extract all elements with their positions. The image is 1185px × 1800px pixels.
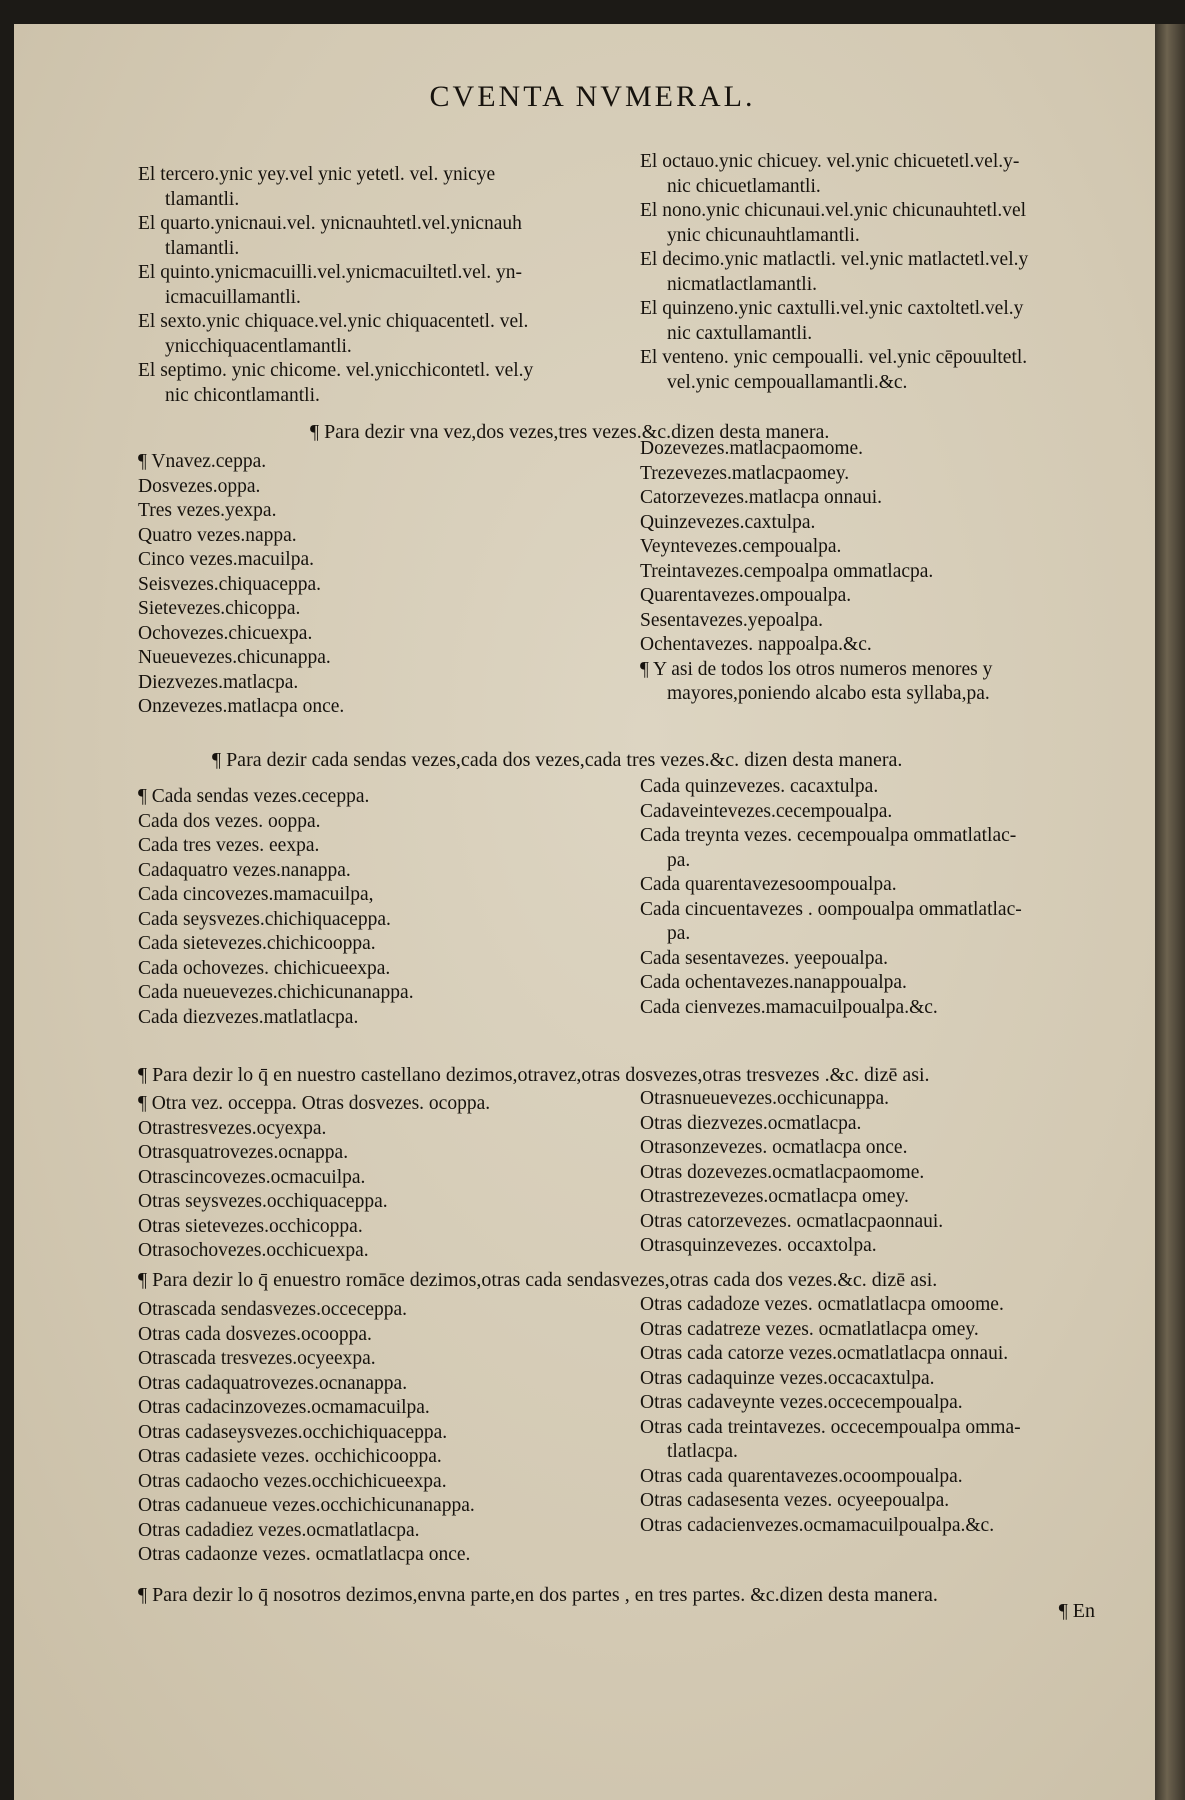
text-line: Cada tres vezes. eexpa. bbox=[138, 835, 320, 856]
section-caption: ¶ Para dezir vna vez,dos vezes,tres vezes.&c.dizen desta manera. bbox=[310, 421, 830, 443]
text-line: Tres vezes.yexpa. bbox=[138, 500, 277, 521]
text-line: Nueuevezes.chicunappa. bbox=[138, 647, 331, 668]
page-gutter bbox=[1155, 24, 1185, 1800]
text-line: Otras cadaocho vezes.occhichicueexpa. bbox=[138, 1470, 447, 1492]
text-line: ¶ Cada sendas vezes.ceceppa. bbox=[138, 786, 370, 807]
text-line: Otrascada sendasvezes.occeceppa. bbox=[138, 1299, 408, 1320]
text-line: Otras cada dosvezes.ocooppa. bbox=[138, 1323, 372, 1345]
text-line: Otras cadasesenta vezes. ocyeepoualpa. bbox=[640, 1490, 950, 1511]
text-line: pa. bbox=[667, 849, 691, 871]
text-line: El septimo. ynic chicome. vel.ynicchicontetl. vel.y bbox=[138, 360, 534, 381]
text-line: Seisvezes.chiquaceppa. bbox=[138, 573, 322, 595]
text-line: tlamantli. bbox=[165, 188, 240, 210]
text-line: Otrascincovezes.ocmacuilpa. bbox=[138, 1166, 366, 1188]
text-line: nic caxtullamantli. bbox=[667, 322, 813, 344]
text-line: Otras sietevezes.occhicoppa. bbox=[138, 1215, 363, 1237]
text-line: ¶ Y asi de todos los otros numeros menores y bbox=[640, 658, 993, 680]
section-caption: ¶ Para dezir cada sendas vezes,cada dos vezes,cada tres vezes.&c. dizen desta manera. bbox=[212, 749, 903, 771]
s1-right-column bbox=[640, 150, 1110, 395]
text-line: El decimo.ynic matlactli. vel.ynic matlactetl.vel.y bbox=[640, 249, 1029, 270]
text-line: Quinzevezes.caxtulpa. bbox=[640, 511, 816, 533]
text-line: Cada ochentavezes.nanappoualpa. bbox=[640, 972, 907, 993]
text-line: Otrastrezevezes.ocmatlacpa omey. bbox=[640, 1186, 909, 1207]
text-line: Diezvezes.matlacpa. bbox=[138, 671, 299, 693]
text-line: ¶ Otra vez. occeppa. Otras dosvezes. ocoppa. bbox=[138, 1093, 491, 1114]
text-line: Veyntevezes.cempoualpa. bbox=[640, 536, 842, 557]
text-line: Ochovezes.chicuexpa. bbox=[138, 622, 313, 644]
text-line: Cada dos vezes. ooppa. bbox=[138, 810, 321, 832]
text-line: Trezevezes.matlacpaomey. bbox=[640, 462, 850, 484]
text-line: Ochentavezes. nappoalpa.&c. bbox=[640, 634, 872, 655]
s3-left-column bbox=[138, 785, 628, 1030]
s2-left-column bbox=[138, 450, 628, 720]
text-line: Otras cadadoze vezes. ocmatlatlacpa omoome. bbox=[640, 1294, 1004, 1315]
text-line: Otras cadaquinze vezes.occacaxtulpa. bbox=[640, 1367, 935, 1389]
text-line: Cada sesentavezes. yeepoualpa. bbox=[640, 947, 888, 969]
text-line: Cinco vezes.macuilpa. bbox=[138, 549, 314, 570]
text-line: Otras cadasiete vezes. occhichicooppa. bbox=[138, 1446, 442, 1467]
text-line: Cada nueuevezes.chichicunanappa. bbox=[138, 982, 414, 1003]
text-line: Otrasnueuevezes.occhicunappa. bbox=[640, 1088, 890, 1109]
text-line: ¶ Vnavez.ceppa. bbox=[138, 451, 267, 472]
text-line: Otras cada treintavezes. occecempoualpa omma- bbox=[640, 1416, 1021, 1438]
text-line: Cadaveintevezes.cecempoualpa. bbox=[640, 800, 893, 822]
text-line: El sexto.ynic chiquace.vel.ynic chiquacentetl. vel. bbox=[138, 311, 529, 332]
text-line: Otras diezvezes.ocmatlacpa. bbox=[640, 1112, 862, 1134]
s5-left-column bbox=[138, 1298, 628, 1568]
text-line: Cada cienvezes.mamacuilpoualpa.&c. bbox=[640, 996, 938, 1018]
text-line: El venteno. ynic cempoualli. vel.ynic cēpouultetl. bbox=[640, 347, 1028, 368]
text-line: Otrastresvezes.ocyexpa. bbox=[138, 1117, 327, 1139]
s3-right-column bbox=[640, 775, 1110, 1020]
text-line: ynicchiquacentlamantli. bbox=[165, 335, 352, 357]
text-line: Cada cincuentavezes . oompoualpa ommatlatlac- bbox=[640, 898, 1022, 920]
text-line: Cada quinzevezes. cacaxtulpa. bbox=[640, 776, 879, 797]
s4-left-column bbox=[138, 1092, 628, 1264]
text-line: Cada treynta vezes. cecempoualpa ommatlatlac- bbox=[640, 825, 1017, 846]
text-line: Otrasochovezes.occhicuexpa. bbox=[138, 1240, 369, 1261]
text-line: Dosvezes.oppa. bbox=[138, 475, 261, 497]
catchword: ¶ En bbox=[1058, 1600, 1095, 1622]
text-line: Otrasquatrovezes.ocnappa. bbox=[138, 1142, 349, 1163]
text-line: Otras cadacinzovezes.ocmamacuilpa. bbox=[138, 1397, 430, 1418]
text-line: Cada seysvezes.chichiquaceppa. bbox=[138, 908, 391, 930]
text-line: Cada sietevezes.chichicooppa. bbox=[138, 933, 376, 954]
text-line: Quarentavezes.ompoualpa. bbox=[640, 585, 852, 606]
text-line: Otras catorzevezes. ocmatlacpaonnaui. bbox=[640, 1210, 944, 1232]
text-line: El quinto.ynicmacuilli.vel.ynicmacuiltetl.vel. yn- bbox=[138, 262, 522, 283]
s1-left-column bbox=[138, 163, 628, 408]
text-line: tlatlacpa. bbox=[667, 1441, 738, 1462]
text-line: Onzevezes.matlacpa once. bbox=[138, 696, 345, 717]
text-line: Cada ochovezes. chichicueexpa. bbox=[138, 957, 391, 979]
text-line: Otras dozevezes.ocmatlacpaomome. bbox=[640, 1161, 925, 1183]
text-line: Otras cadaveynte vezes.occecempoualpa. bbox=[640, 1392, 963, 1413]
text-line: Otras cada catorze vezes.ocmatlatlacpa onnaui. bbox=[640, 1343, 1009, 1364]
text-line: nicmatlactlamantli. bbox=[667, 273, 817, 295]
text-line: Otras cadadiez vezes.ocmatlatlacpa. bbox=[138, 1519, 420, 1541]
text-line: Catorzevezes.matlacpa onnaui. bbox=[640, 487, 883, 508]
text-line: Sietevezes.chicoppa. bbox=[138, 598, 301, 619]
text-line: pa. bbox=[667, 923, 691, 944]
s5-right-column bbox=[640, 1293, 1110, 1538]
text-line: Otras cadaquatrovezes.ocnanappa. bbox=[138, 1372, 408, 1394]
s4-right-column bbox=[640, 1087, 1110, 1259]
text-line: Otras cadatreze vezes. ocmatlatlacpa omey. bbox=[640, 1318, 979, 1340]
text-line: tlamantli. bbox=[165, 237, 240, 259]
text-line: Cada cincovezes.mamacuilpa, bbox=[138, 884, 374, 905]
text-line: Otras seysvezes.occhiquaceppa. bbox=[138, 1191, 388, 1212]
text-line: Sesentavezes.yepoalpa. bbox=[640, 609, 824, 631]
text-line: El octauo.ynic chicuey. vel.ynic chicuetetl.vel.y- bbox=[640, 151, 1020, 172]
text-line: Otras cada quarentavezes.ocoompoualpa. bbox=[640, 1465, 963, 1487]
s2-right-column bbox=[640, 437, 1110, 707]
text-line: ynic chicunauhtlamantli. bbox=[667, 224, 860, 246]
running-header: CVENTA NVMERAL. bbox=[429, 80, 756, 113]
text-line: Otrasonzevezes. ocmatlacpa once. bbox=[640, 1137, 908, 1158]
text-line: vel.ynic cempouallamantli.&c. bbox=[667, 371, 908, 393]
text-line: Otras cadaonze vezes. ocmatlatlacpa once. bbox=[138, 1544, 471, 1565]
text-line: mayores,poniendo alcabo esta syllaba,pa. bbox=[667, 683, 990, 704]
text-line: icmacuillamantli. bbox=[165, 286, 301, 308]
text-line: Cadaquatro vezes.nanappa. bbox=[138, 859, 351, 881]
text-line: Otras cadacienvezes.ocmamacuilpoualpa.&c. bbox=[640, 1514, 995, 1536]
section-caption: ¶ Para dezir lo q̄ enuestro romāce dezimos,otras cada sendasvezes,otras cada dos vezes.&c. dizē asi. bbox=[138, 1269, 938, 1291]
text-line: El tercero.ynic yey.vel ynic yetetl. vel. ynicye bbox=[138, 164, 496, 185]
text-line: Cada diezvezes.matlatlacpa. bbox=[138, 1006, 359, 1028]
text-line: El quarto.ynicnaui.vel. ynicnauhtetl.vel.ynicnauh bbox=[138, 213, 522, 234]
text-line: Dozevezes.matlacpaomome. bbox=[640, 438, 864, 459]
text-line: El quinzeno.ynic caxtulli.vel.ynic caxtoltetl.vel.y bbox=[640, 298, 1024, 319]
text-line: nic chicuetlamantli. bbox=[667, 175, 821, 197]
text-line: Otrascada tresvezes.ocyeexpa. bbox=[138, 1348, 376, 1369]
text-line: Otrasquinzevezes. occaxtolpa. bbox=[640, 1235, 877, 1256]
text-line: Quatro vezes.nappa. bbox=[138, 524, 297, 546]
section-caption: ¶ Para dezir lo q̄ en nuestro castellano dezimos,otravez,otras dosvezes,otras tresvezes .&c. dizē asi. bbox=[138, 1064, 930, 1086]
text-line: El nono.ynic chicunaui.vel.ynic chicunauhtetl.vel bbox=[640, 200, 1027, 221]
text-line: Otras cadaseysvezes.occhichiquaceppa. bbox=[138, 1421, 448, 1443]
text-line: Otras cadanueue vezes.occhichicunanappa. bbox=[138, 1495, 475, 1516]
text-line: Treintavezes.cempoalpa ommatlacpa. bbox=[640, 560, 934, 582]
text-line: Cada quarentavezesoompoualpa. bbox=[640, 874, 897, 895]
text-line: nic chicontlamantli. bbox=[165, 384, 320, 406]
section-caption: ¶ Para dezir lo q̄ nosotros dezimos,envna parte,en dos partes , en tres partes. &c.dizen desta manera. bbox=[138, 1584, 938, 1606]
